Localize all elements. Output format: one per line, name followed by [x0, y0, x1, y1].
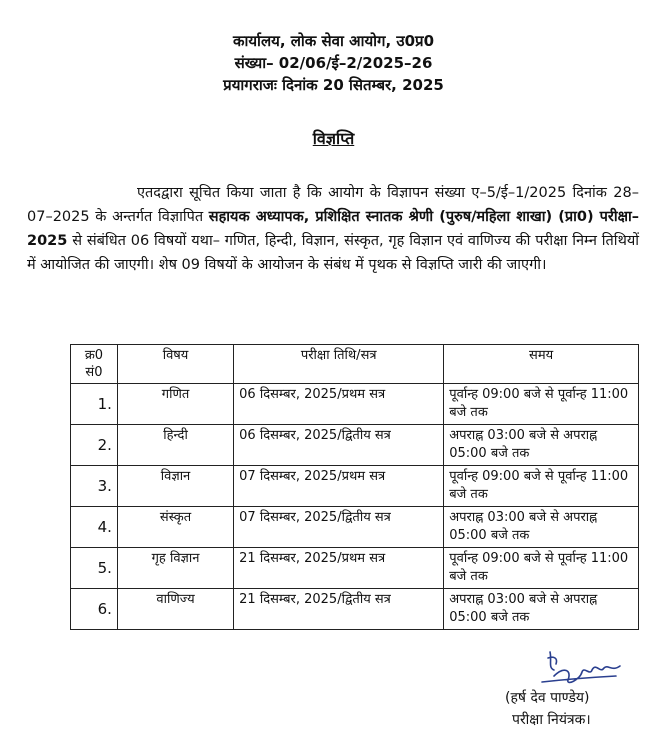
body-text-part1: एतदद्वारा सूचित किया जाता है कि आयोग के विज्ञापन संख्या ए–5/ई–1/2025 दिनांक 28–07–2025 के अन्तर्गत विज्ञापित [27, 185, 639, 225]
notice-body [27, 181, 639, 277]
row-date-session: 21 दिसम्बर, 2025/द्वितीय सत्र [234, 589, 444, 630]
row-serial: 1. [71, 384, 118, 425]
row-serial: 2. [71, 425, 118, 466]
row-serial: 5. [71, 548, 118, 589]
row-serial: 4. [71, 507, 118, 548]
row-time: अपराह्न 03:00 बजे से अपराह्न 05:00 बजे तक [444, 507, 639, 548]
row-date-session: 07 दिसम्बर, 2025/द्वितीय सत्र [234, 507, 444, 548]
row-time: अपराह्न 03:00 बजे से अपराह्न 05:00 बजे तक [444, 589, 639, 630]
header-serial: क्र0 सं0 [71, 345, 118, 384]
signatory-name: (हर्ष देव पाण्डेय) [505, 690, 590, 706]
place-date: प्रयागराजः दिनांक 20 सितम्बर, 2025 [223, 76, 444, 94]
body-exam-name: सहायक अध्यापक, प्रशिक्षित स्नातक श्रेणी (पुरुष/महिला शाखा) (प्रा0) परीक्षा–2025 [27, 209, 639, 249]
table-row [71, 384, 639, 425]
table-row [71, 507, 639, 548]
row-date-session: 07 दिसम्बर, 2025/प्रथम सत्र [234, 466, 444, 507]
header-subject: विषय [117, 345, 233, 384]
row-serial: 6. [71, 589, 118, 630]
notice-title-text: विज्ञप्ति [312, 129, 355, 148]
row-subject: वाणिज्य [117, 589, 233, 630]
row-subject: संस्कृत [117, 507, 233, 548]
row-time: पूर्वान्ह 09:00 बजे से पूर्वान्ह 11:00 बजे तक [444, 548, 639, 589]
row-subject: विज्ञान [117, 466, 233, 507]
row-subject: गृह विज्ञान [117, 548, 233, 589]
document-header [0, 30, 667, 96]
row-time: पूर्वान्ह 09:00 बजे से पूर्वान्ह 11:00 बजे तक [444, 384, 639, 425]
row-serial: 3. [71, 466, 118, 507]
row-date-session: 21 दिसम्बर, 2025/प्रथम सत्र [234, 548, 444, 589]
table-row [71, 589, 639, 630]
row-subject: गणित [117, 384, 233, 425]
header-time: समय [444, 345, 639, 384]
table-row [71, 466, 639, 507]
table-header-row [71, 345, 639, 384]
header-date-session: परीक्षा तिथि/सत्र [234, 345, 444, 384]
signatory-designation: परीक्षा नियंत्रक। [512, 712, 591, 728]
table-row [71, 548, 639, 589]
exam-schedule-table [70, 344, 639, 630]
row-date-session: 06 दिसम्बर, 2025/प्रथम सत्र [234, 384, 444, 425]
row-time: पूर्वान्ह 09:00 बजे से पूर्वान्ह 11:00 बजे तक [444, 466, 639, 507]
office-name: कार्यालय, लोक सेवा आयोग, उ0प्र0 [232, 32, 435, 50]
reference-number: संख्या– 02/06/ई–2/2025–26 [234, 54, 433, 72]
row-time: अपराह्न 03:00 बजे से अपराह्न 05:00 बजे तक [444, 425, 639, 466]
notice-title [0, 127, 667, 149]
table-row [71, 425, 639, 466]
body-text-part2: से संबंधित 06 विषयों यथा– गणित, हिन्दी, विज्ञान, संस्कृत, गृह विज्ञान एवं वाणिज्य की परीक्षा निम्न तिथियों में आयोजित की जाएगी। शेष 09 विषयों के आयोजन के संबंध में पृथक से विज्ञप्ति जारी की जाएगी। [27, 233, 639, 273]
row-date-session: 06 दिसम्बर, 2025/द्वितीय सत्र [234, 425, 444, 466]
row-subject: हिन्दी [117, 425, 233, 466]
